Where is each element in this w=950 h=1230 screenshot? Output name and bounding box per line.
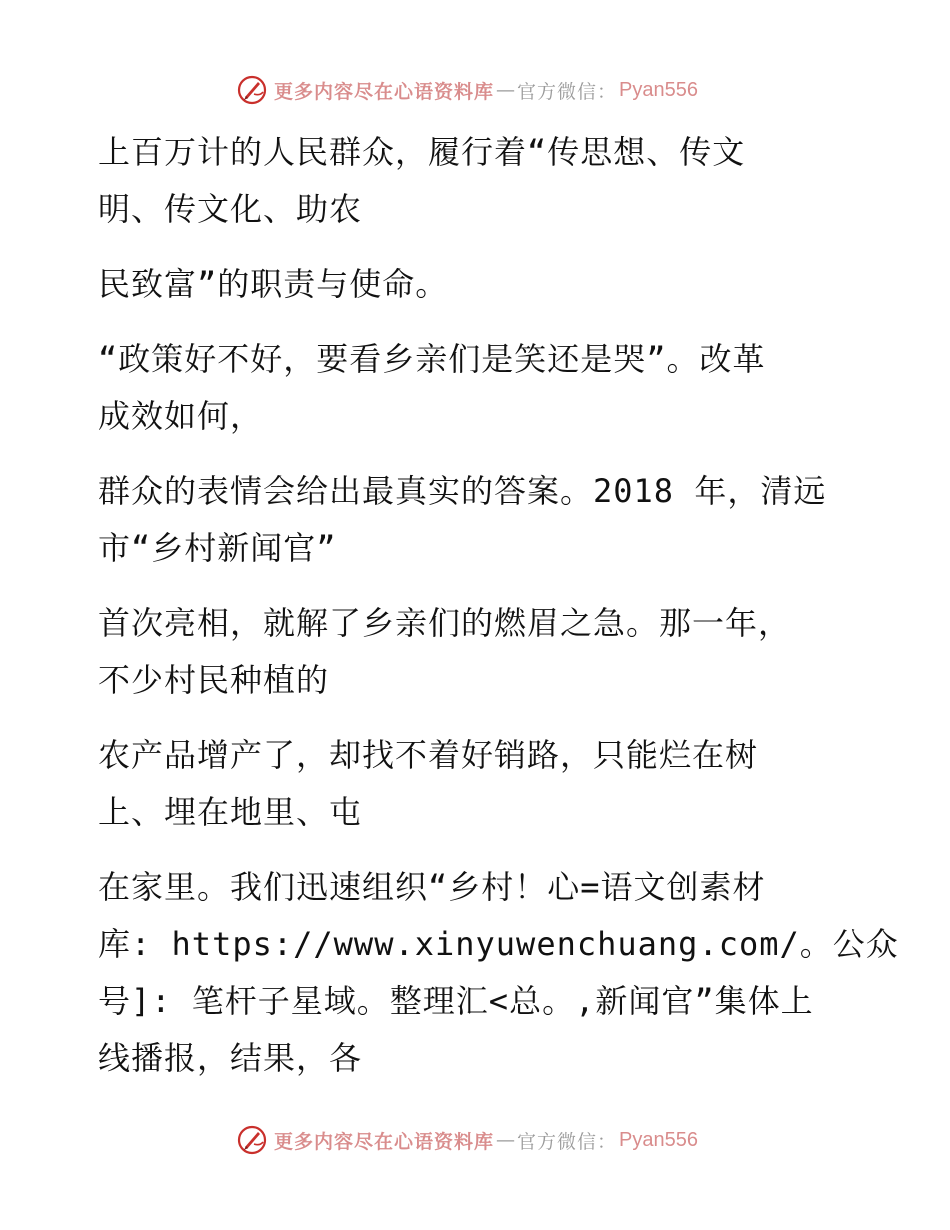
paragraph-line: 农产品增产了，却找不着好销路，只能烂在树 bbox=[98, 736, 759, 774]
paragraph-line: 在家里。我们迅速组织“乡村！心=语文创素材 bbox=[98, 868, 766, 906]
banner-wechat-account: Pyan556 bbox=[619, 78, 698, 101]
paragraph-line: 上百万计的人民群众，履行着“传思想、传文 bbox=[98, 133, 746, 171]
paragraph-line: 民致富”的职责与使命。 bbox=[98, 265, 449, 303]
paragraph bbox=[98, 859, 899, 1087]
paragraph-line: 线播报，结果，各 bbox=[98, 1039, 363, 1077]
paragraph bbox=[98, 124, 858, 238]
paragraph-line: 群众的表情会给出最真实的答案。2018 年，清远 bbox=[98, 472, 827, 510]
footer-banner bbox=[236, 1122, 698, 1158]
banner-wechat-label: 官方微信： bbox=[517, 1130, 618, 1153]
banner-wechat-account: Pyan556 bbox=[619, 1128, 698, 1151]
banner-separator: — bbox=[496, 79, 516, 101]
paragraph-line: 市“乡村新闻官” bbox=[98, 529, 337, 567]
banner-separator: — bbox=[496, 1129, 516, 1151]
quill-pen-icon bbox=[236, 1124, 268, 1156]
paragraph-line: 首次亮相，就解了乡亲们的燃眉之急。那一年， bbox=[98, 604, 792, 642]
paragraph-line: 明、传文化、助农 bbox=[98, 190, 363, 228]
paragraph-line: “政策好不好，要看乡亲们是笑还是哭”。改革 bbox=[98, 340, 766, 378]
paragraph-line: 上、埋在地里、屯 bbox=[98, 793, 363, 831]
paragraph-line: 不少村民种植的 bbox=[98, 661, 330, 699]
paragraph bbox=[98, 727, 858, 841]
header-banner bbox=[236, 72, 698, 108]
body-text bbox=[98, 124, 899, 1105]
paragraph-line: 成效如何， bbox=[98, 397, 264, 435]
paragraph bbox=[98, 595, 858, 709]
banner-label: 更多内容尽在心语资料库 bbox=[274, 80, 495, 103]
paragraph bbox=[98, 463, 858, 577]
quill-pen-icon bbox=[236, 74, 268, 106]
paragraph-line: 库: https://www.xinyuwenchuang.com/。公众 bbox=[98, 925, 899, 963]
paragraph bbox=[98, 256, 858, 313]
paragraph-line: 号]: 笔杆子星域。整理汇<总。,新闻官”集体上 bbox=[98, 982, 814, 1020]
banner-label: 更多内容尽在心语资料库 bbox=[274, 1130, 495, 1153]
banner-wechat-label: 官方微信： bbox=[517, 80, 618, 103]
paragraph bbox=[98, 331, 858, 445]
